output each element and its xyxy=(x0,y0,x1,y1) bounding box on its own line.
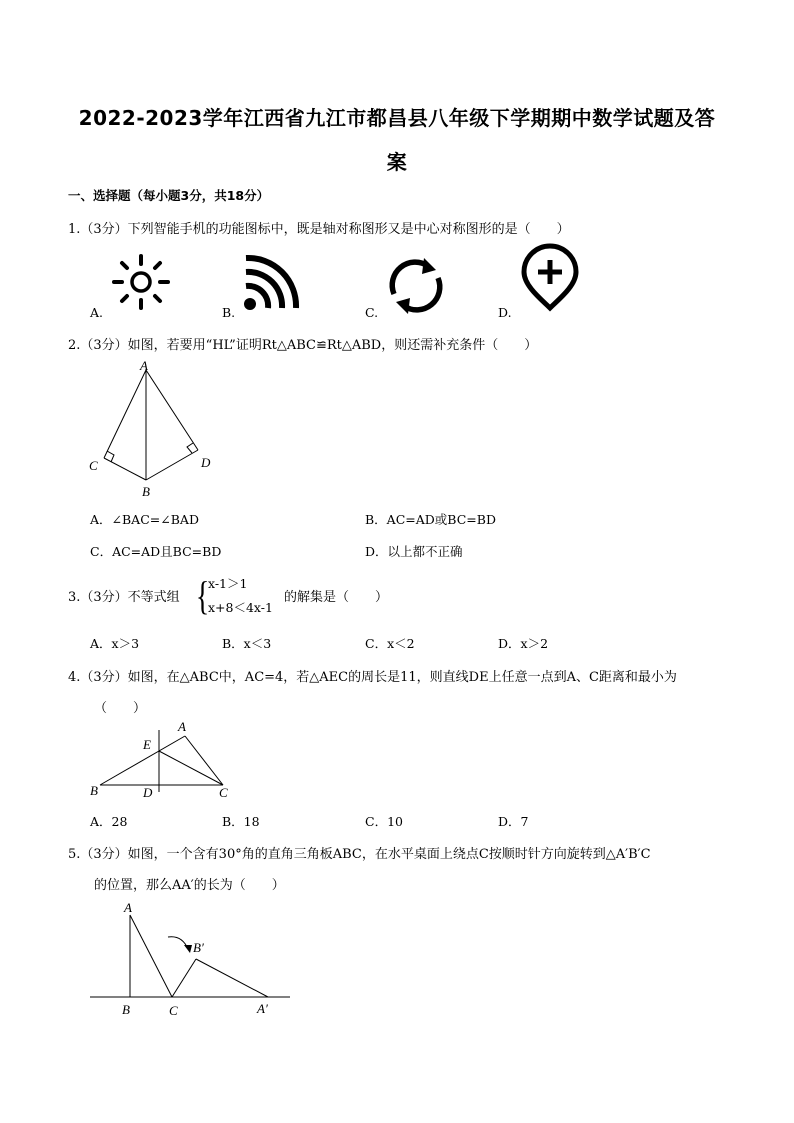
q5-label-b: B xyxy=(122,1002,130,1017)
page-title-line1: 2022-2023学年江西省九江市都昌县八年级下学期期中数学试题及答 xyxy=(78,106,716,130)
wifi-signal-icon xyxy=(240,252,310,314)
q3-option-d: D．x＞2 xyxy=(498,636,549,651)
q3-option-a: A．x＞3 xyxy=(90,636,140,651)
q5-label-c: C xyxy=(169,1003,178,1018)
question-3-stem-post: 的解集是（ ） xyxy=(284,590,389,605)
q2-label-d: D xyxy=(201,455,211,470)
q4-label-d: D xyxy=(143,785,153,800)
q5-label-b-prime: B′ xyxy=(193,940,204,955)
q3-option-c: C．x＜2 xyxy=(365,636,415,651)
q4-option-c: C．10 xyxy=(365,814,403,829)
q3-ineq-2: x+8＜4x-1 xyxy=(208,600,273,615)
q1-option-b: B. xyxy=(222,305,236,320)
page-title-line2: 案 xyxy=(386,150,408,174)
q4-label-e: E xyxy=(143,737,151,752)
question-3-stem-pre: 3.（3分）不等式组 xyxy=(68,590,180,605)
q4-label-c: C xyxy=(219,785,228,800)
q2-option-a: A．∠BAC=∠BAD xyxy=(90,512,199,527)
q3-ineq-1: x-1＞1 xyxy=(208,576,248,591)
q1-option-a: A. xyxy=(90,305,104,320)
question-5-stem-line2: 的位置，那么AA′的长为（ ） xyxy=(94,878,285,893)
q4-label-a: A xyxy=(178,719,186,734)
question-1-stem: 1.（3分）下列智能手机的功能图标中，既是轴对称图形又是中心对称图形的是（ ） xyxy=(68,222,570,237)
refresh-icon xyxy=(384,256,448,316)
q4-label-b: B xyxy=(90,783,98,798)
question-2-stem: 2.（3分）如图，若要用“HL”证明Rt△ABC≌Rt△ABD，则还需补充条件（ ） xyxy=(68,338,538,353)
location-plus-icon xyxy=(518,244,582,312)
q4-option-a: A．28 xyxy=(90,814,128,829)
question-4-stem-line1: 4.（3分）如图，在△ABC中，AC=4，若△AEC的周长是11，则直线DE上任意一点到A、C距离和最小为 xyxy=(68,670,677,685)
section-heading: 一、选择题（每小题3分，共18分） xyxy=(68,188,270,203)
q3-option-b: B．x＜3 xyxy=(222,636,272,651)
q2-kite-figure xyxy=(80,360,230,505)
q1-option-c: C. xyxy=(365,305,379,320)
question-5-stem-line1: 5.（3分）如图，一个含有30°角的直角三角板ABC，在水平桌面上绕点C按顺时针方向旋转到△A′B′C xyxy=(68,847,651,862)
q2-option-c: C．AC=AD且BC=BD xyxy=(90,544,222,559)
q5-label-a-prime: A′ xyxy=(257,1001,268,1016)
q2-label-c: C xyxy=(89,458,98,473)
q2-option-d: D．以上都不正确 xyxy=(365,544,463,559)
sun-icon xyxy=(108,252,178,312)
q2-label-a: A xyxy=(140,358,148,373)
q3-brace: { xyxy=(195,573,210,618)
q1-option-d: D. xyxy=(498,305,512,320)
q4-option-b: B．18 xyxy=(222,814,260,829)
q4-option-d: D．7 xyxy=(498,814,529,829)
q2-label-b: B xyxy=(142,484,150,499)
q2-option-b: B．AC=AD或BC=BD xyxy=(365,512,496,527)
q5-label-a: A xyxy=(124,900,132,915)
q4-triangle-figure xyxy=(90,720,240,795)
question-4-stem-line2: （ ） xyxy=(94,701,147,716)
